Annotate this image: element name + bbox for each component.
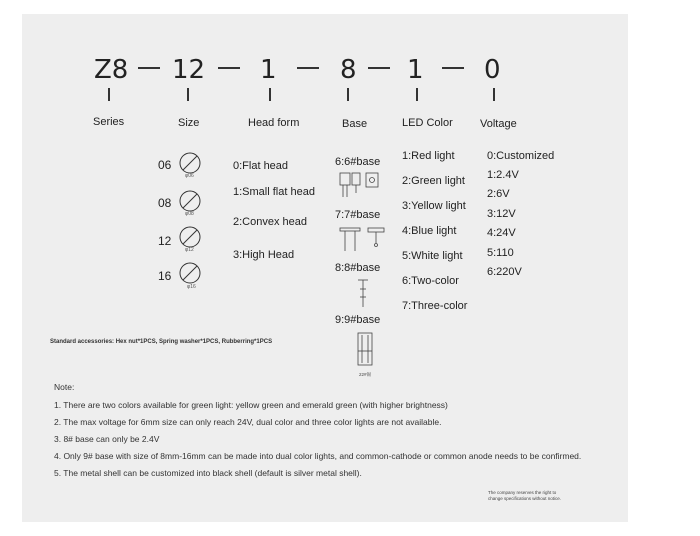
note-line: 1. There are two colors available for green light: yellow green and emerald green (with higher brightness) xyxy=(54,400,448,410)
tick xyxy=(269,88,271,101)
base-9-note: 22#锡 xyxy=(359,372,372,377)
voltage-item: 0:Customized xyxy=(487,150,555,162)
voltage-item: 1:2.4V xyxy=(487,169,519,181)
voltage-item: 5:110 xyxy=(487,247,514,259)
code-dash xyxy=(297,67,319,69)
note-line: 5. The metal shell can be customized into black shell (default is silver metal shell). xyxy=(54,468,362,478)
voltage-item: 2:6V xyxy=(487,188,510,200)
note-line: 3. 8# base can only be 2.4V xyxy=(54,434,160,444)
label-base: Base xyxy=(342,118,368,130)
size-number: 12 xyxy=(158,234,172,248)
code-series: Z8 xyxy=(94,55,129,85)
tick xyxy=(416,88,418,101)
label-head-form: Head form xyxy=(248,117,300,129)
led-color-item: 2:Green light xyxy=(402,175,465,187)
base-8-diagram-icon xyxy=(356,277,372,311)
base-item: 8:8#base xyxy=(335,262,381,274)
base-7-diagram-icon xyxy=(338,225,388,255)
led-color-item: 1:Red light xyxy=(402,150,455,162)
code-size: 12 xyxy=(172,55,206,85)
note-line: 2. The max voltage for 6mm size can only reach 24V, dual color and three color lights are not available. xyxy=(54,417,442,427)
tick xyxy=(493,88,495,101)
size-number: 08 xyxy=(158,196,172,210)
code-dash xyxy=(138,67,160,69)
size-phi: φ08 xyxy=(185,211,194,217)
note-line: 4. Only 9# base with size of 8mm-16mm can be made into dual color lights, and common-cathode or common anode needs to be confirmed. xyxy=(54,451,582,461)
standard-accessories: Standard accessories: Hex nut*1PCS, Spring washer*1PCS, Rubberring*1PCS xyxy=(50,339,273,345)
led-color-item: 3:Yellow light xyxy=(402,200,466,212)
led-color-item: 7:Three-color xyxy=(402,300,468,312)
led-color-item: 6:Two-color xyxy=(402,275,459,287)
tick xyxy=(187,88,189,101)
led-color-item: 5:White light xyxy=(402,250,463,262)
label-led-color: LED Color xyxy=(402,117,453,129)
label-series: Series xyxy=(93,116,125,128)
spec-sheet xyxy=(22,14,628,522)
code-dash xyxy=(368,67,390,69)
size-number: 16 xyxy=(158,269,172,283)
code-base: 8 xyxy=(340,55,357,85)
label-voltage: Voltage xyxy=(480,118,517,130)
voltage-item: 6:220V xyxy=(487,266,522,278)
size-phi: φ16 xyxy=(187,284,196,290)
head-form-item: 0:Flat head xyxy=(233,160,289,172)
base-item: 7:7#base xyxy=(335,209,381,221)
tick xyxy=(347,88,349,101)
code-dash xyxy=(218,67,240,69)
disclaimer-line: The company reserves the right to xyxy=(488,490,557,495)
head-form-item: 1:Small flat head xyxy=(233,186,315,198)
size-phi: φ06 xyxy=(185,173,194,179)
tick xyxy=(108,88,110,101)
size-phi: φ12 xyxy=(185,247,194,253)
disclaimer-line: change specifications without notice. xyxy=(488,495,562,501)
size-16-circle-icon xyxy=(178,262,202,286)
voltage-item: 3:12V xyxy=(487,208,516,220)
base-6-diagram-icon xyxy=(338,171,382,201)
size-number: 06 xyxy=(158,158,172,172)
head-form-item: 3:High Head xyxy=(233,249,295,261)
label-size: Size xyxy=(178,117,200,129)
code-dash xyxy=(442,67,464,69)
code-head-form: 1 xyxy=(260,55,277,85)
code-voltage: 0 xyxy=(484,55,501,85)
base-9-diagram-icon xyxy=(356,331,376,375)
note-title: Note: xyxy=(54,382,75,392)
disclaimer xyxy=(488,490,561,501)
base-item: 6:6#base xyxy=(335,156,381,168)
head-form-item: 2:Convex head xyxy=(233,216,307,228)
code-led-color: 1 xyxy=(407,55,424,85)
voltage-item: 4:24V xyxy=(487,227,516,239)
led-color-item: 4:Blue light xyxy=(402,225,457,237)
base-item: 9:9#base xyxy=(335,314,381,326)
